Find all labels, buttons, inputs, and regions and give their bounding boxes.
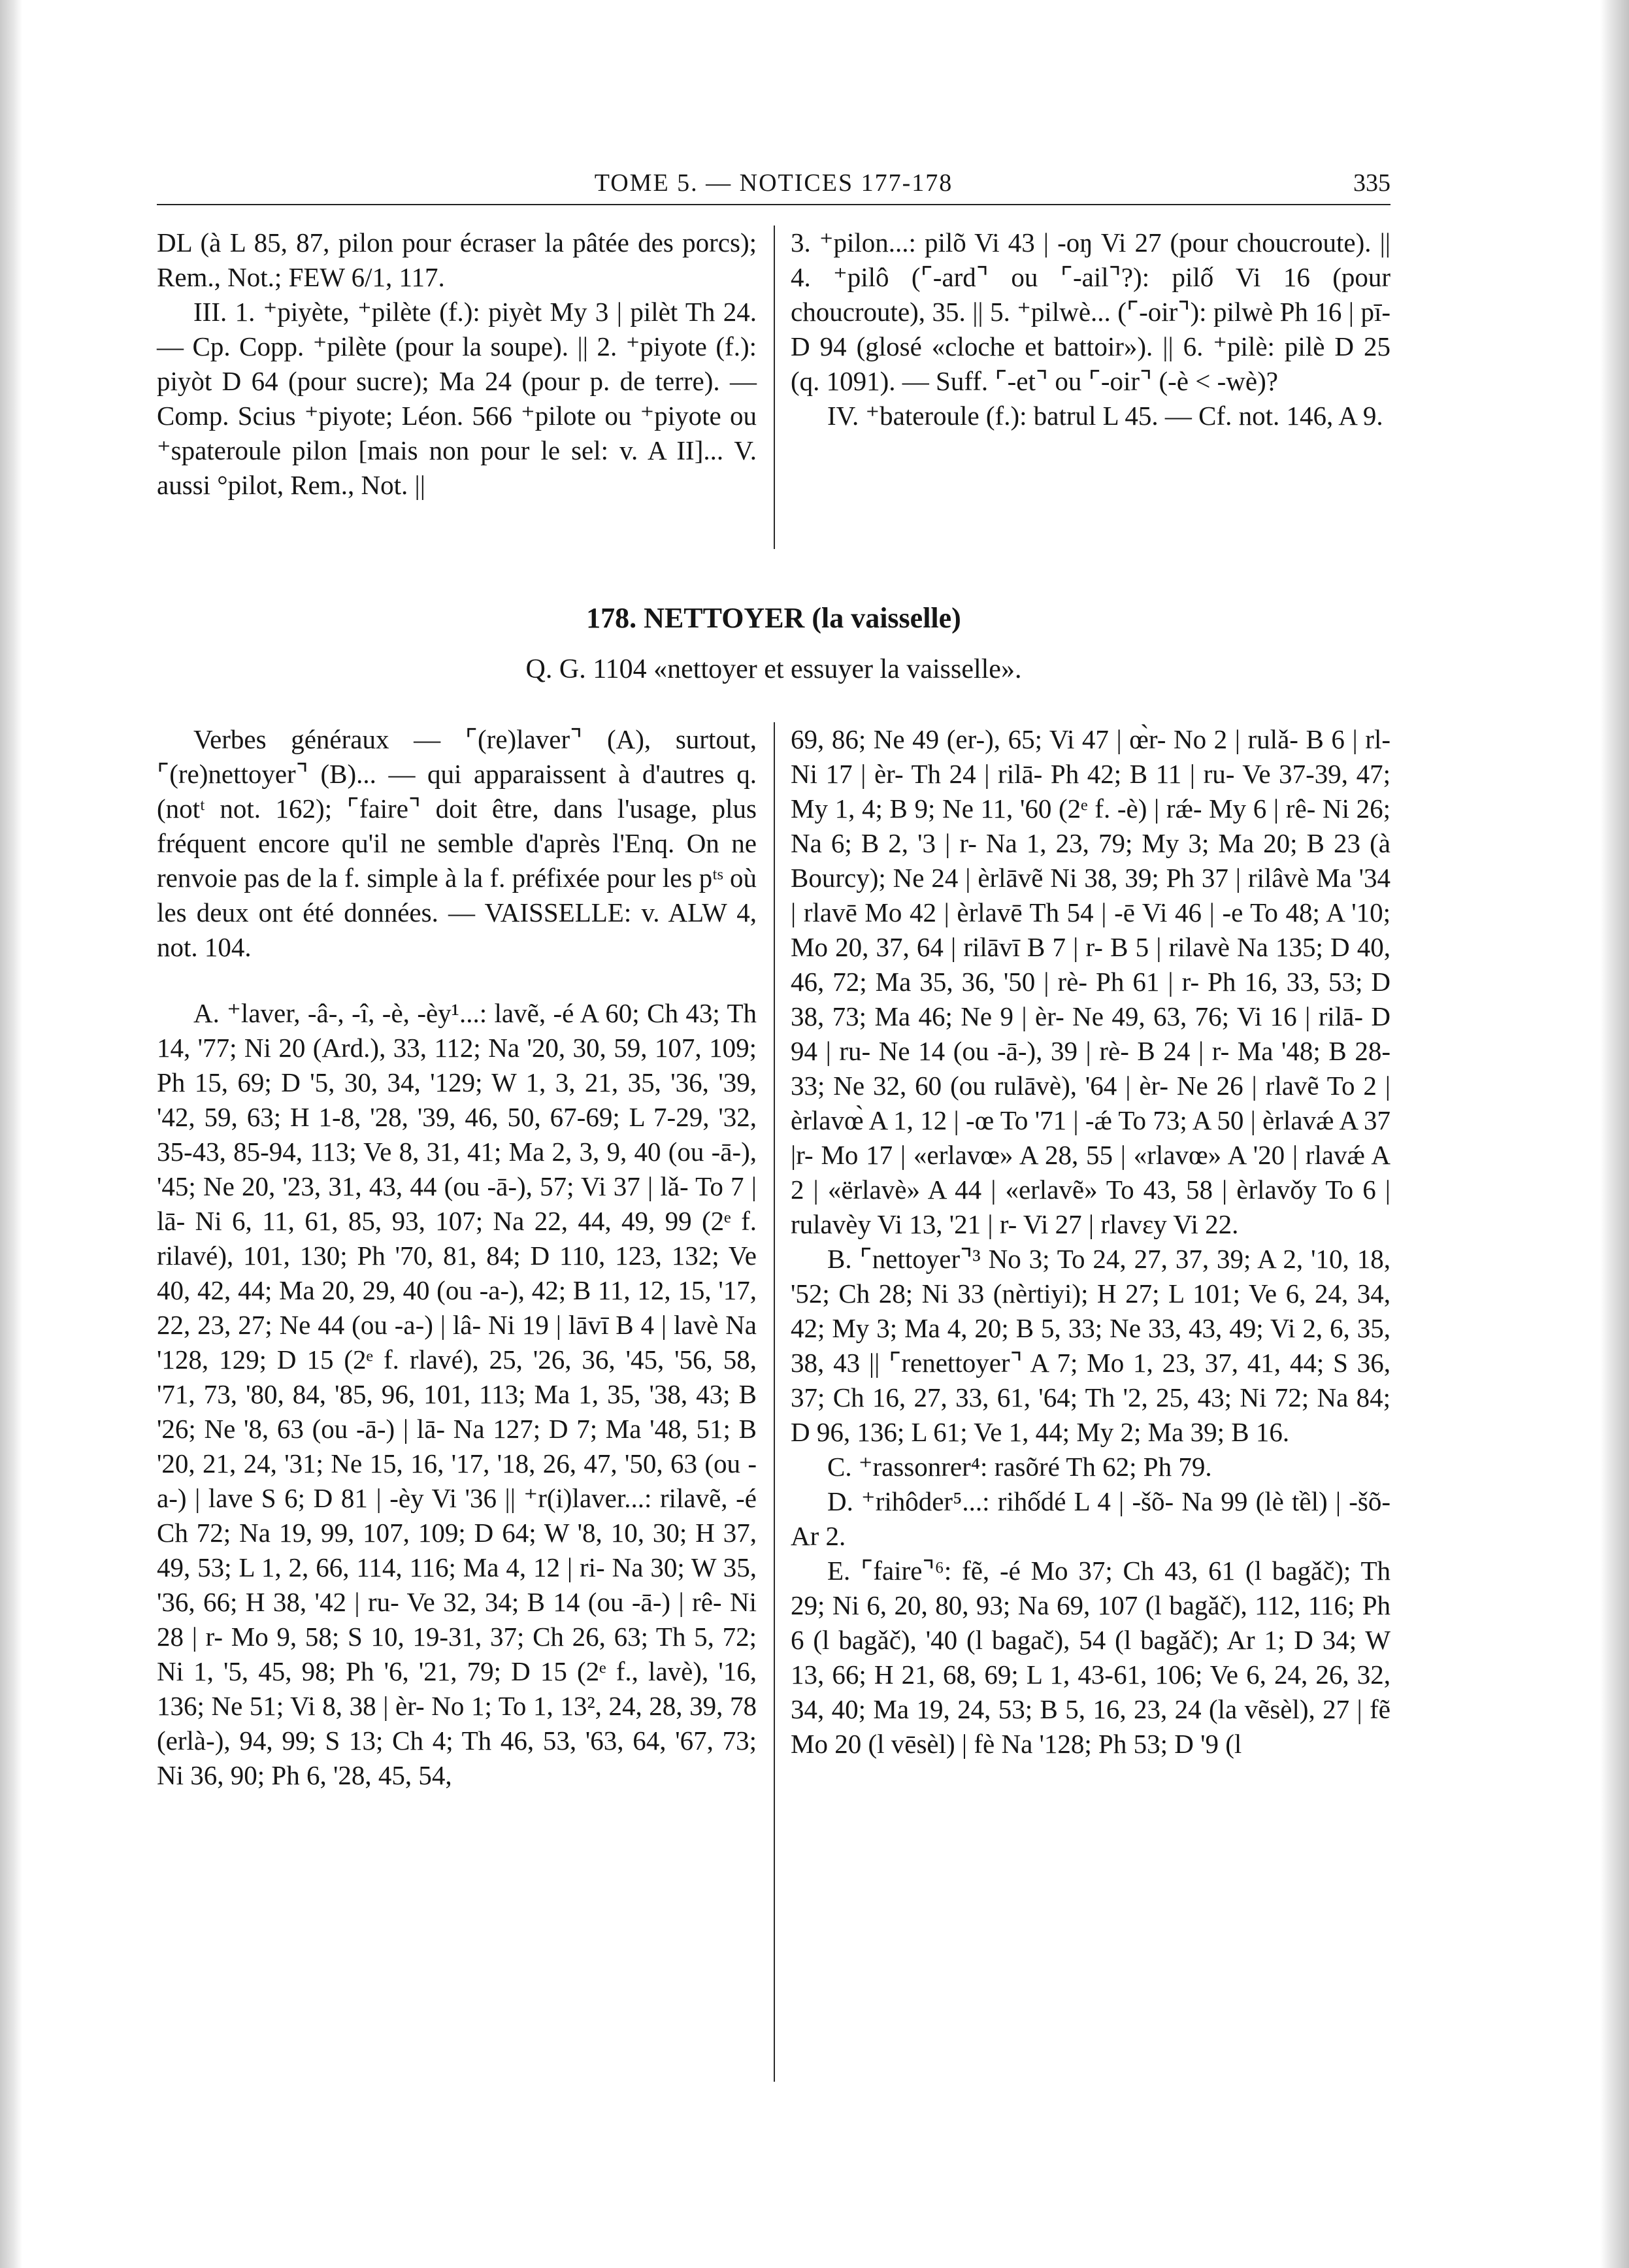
paragraph: DL (à L 85, 87, pilon pour écraser la pâtée des porcs); Rem., Not.; FEW 6/1, 117. bbox=[157, 227, 757, 292]
paragraph: III. 1. ⁺piyète, ⁺pilète (f.): piyèt My 3 | pilèt Th 24. — Cp. Copp. ⁺pilète (pour la soupe). || 2. ⁺piyote (f.): piyòt D 64 (pour sucre); Ma 24 (pour p. de terre). — Comp. Scius ⁺piyote; Léon. 566 ⁺pilote ou ⁺piyote ou ⁺spateroule pilon [mais non pour le sel: v. A II]... V. aussi °pilot, Rem., Not. || bbox=[157, 297, 757, 500]
paragraph: C. ⁺rassonrer⁴: rasõré Th 62; Ph 79. bbox=[827, 1452, 1212, 1482]
scan-edge-right bbox=[1600, 0, 1629, 2268]
page-number: 335 bbox=[1353, 169, 1390, 197]
column-bottom-right bbox=[791, 722, 1390, 1761]
paragraph: IV. ⁺bateroule (f.): batrul L 45. — Cf. not. 146, A 9. bbox=[827, 401, 1383, 431]
column-divider-bottom bbox=[774, 722, 775, 2082]
column-divider-top bbox=[774, 225, 775, 549]
paragraph: B. ⌜nettoyer⌝³ No 3; To 24, 27, 37, 39; A 2, '10, 18, '52; Ch 28; Ni 33 (nèrtiyi); H 27; L 101; Ve 6, 24, 34, 42; My 3; Ma 4, 20; B 5, 33; Ne 33, 43, 49; Vi 2, 6, 35, 38, 43 || ⌜renettoyer⌝ A 7; Mo 1, 23, 37, 41, 44; S 36, 37; Ch 16, 27, 33, 61, '64; Th '2, 25, 43; Ni 72; Na 84; D 96, 136; L 61; Ve 1, 44; My 2; Ma 39; B 16. bbox=[791, 1244, 1390, 1447]
page-header bbox=[157, 169, 1390, 203]
column-bottom-left bbox=[157, 722, 757, 1793]
paragraph: E. ⌜faire⌝⁶: fẽ, -é Mo 37; Ch 43, 61 (l bagǎč); Th 29; Ni 6, 20, 80, 93; Na 69, 107 (l bagǎč), 112, 116; Ph 6 (l bagǎč), '40 (l bagač), 54 (l bagǎč); Ar 1; D 34; W 13, 66; H 21, 68, 69; L 1, 43-61, 106; Ve 6, 24, 26, 32, 34, 40; Ma 19, 24, 53; B 5, 16, 23, 24 (la vẽsèl), 27 | fẽ Mo 20 (l vēsèl) | fè Na '128; Ph 53; D '9 (l bbox=[791, 1556, 1390, 1759]
column-top-right bbox=[791, 225, 1390, 433]
paragraph: 69, 86; Ne 49 (er-), 65; Vi 47 | œ̀r- No 2 | rulǎ- B 6 | rl- Ni 17 | èr- Th 24 | rilā- Ph 42; B 11 | ru- Ve 37-39, 47; My 1, 4; B 9; Ne 11, '60 (2ᵉ f. -è) | rǽ- My 6 | rê- Ni 26; Na 6; B 2, '3 | r- Na 1, 23, 79; My 3; Ma 20; B 23 (à Bourcy); Ne 24 | èrlāvẽ Ni 38, 39; Ph 37 | rilâvè Ma '34 | rlavē Mo 42 | èrlavē Th 54 | -ē Vi 46 | -e To 48; A '10; Mo 20, 37, 64 | rilāvī B 7 | r- B 5 | rilavè Na 135; D 40, 46, 72; Ma 35, 36, '50 | rè- Ph 61 | r- Ph 16, 33, 53; D 38, 73; Ma 46; Ne 9 | èr- Ne 49, 63, 76; Vi 16 | rilā- D 94 | ru- Ne 14 (ou -ā-), 39 | rè- B 24 | r- Ma '48; B 28-33; Ne 32, 60 (ou rulāvè), '64 | èr- Ne 26 | rlavẽ To 2 | èrlavœ̀ A 1, 12 | -œ To '71 | -ǽ To 73; A 50 | èrlavǽ A 37 |r- Mo 17 | «erlavœ» A 28, 55 | «rlavœ» A '20 | rlavǽ A 2 | «ërlavè» A 44 | «erlavẽ» To 43, 58 | èrlavǒy To 6 | rulavèy Vi 13, '21 | r- Vi 27 | rlavɛy Vi 22. bbox=[791, 724, 1390, 1239]
paragraph: Verbes généraux — ⌜(re)laver⌝ (A), surtout, ⌜(re)nettoyer⌝ (B)... — qui apparaissent à d'autres q. (notᵗ not. 162); ⌜faire⌝ doit être, dans l'usage, plus fréquent encore qu'il ne semble d'après l'Enq. On ne renvoie pas de la f. simple à la f. préfixée pour les pᵗˢ où les deux ont été données. — VAISSELLE: v. ALW 4, not. 104. bbox=[157, 724, 757, 962]
section-title: 178. NETTOYER (la vaisselle) bbox=[586, 602, 961, 634]
paragraph: A. ⁺laver, -â-, -î, -è, -èy¹...: lavẽ, -é A 60; Ch 43; Th 14, '77; Ni 20 (Ard.), 33, 112; Na '20, 30, 59, 107, 109; Ph 15, 69; D '5, 30, 34, '129; W 1, 3, 21, 35, '36, '39, '42, 59, 63; H 1-8, '28, '39, 46, 50, 67-69; L 7-29, '32, 35-43, 85-94, 113; Ve 8, 31, 41; Ma 2, 3, 9, 40 (ou -ā-), '45; Ne 20, '23, 31, 43, 44 (ou -ā-), 57; Vi 37 | lǎ- To 7 | lā- Ni 6, 11, 61, 85, 93, 107; Na 22, 44, 49, 99 (2ᵉ f. rilavé), 101, 130; Ph '70, 81, 84; D 110, 123, 132; Ve 40, 42, 44; Ma 20, 29, 40 (ou -a-), 42; B 11, 12, 15, '17, 22, 23, 27; Ne 44 (ou -a-) | lâ- Ni 19 | lāvī B 4 | lavè Na '128, 129; D 15 (2ᵉ f. rlavé), 25, '26, 36, '45, '56, 58, '71, 73, '80, 84, '85, 96, 101, 113; Ma 1, 35, '38, 43; B '26; Ne '8, 63 (ou -ā-) | lā- Na 127; D 7; Ma '48, 51; B '20, 21, 24, '31; Ne 15, 16, '17, '18, 26, 47, '50, 63 (ou -a-) | lave S 6; D 81 | -èy Vi '36 || ⁺r(i)laver...: rilavẽ, -é Ch 72; Na 19, 99, 107, 109; D 64; W '8, 10, 30; H 37, 49, 53; L 1, 2, 66, 114, 116; Ma 4, 12 | ri- Na 30; W 35, '36, 66; H 38, '42 | ru- Ve 32, 34; B 14 (ou -ā-) | rê- Ni 28 | r- Mo 9, 58; S 10, 19-31, 37; Ch 26, 63; Th 5, 72; Ni 1, '5, 45, 98; Ph '6, '21, 79; D 15 (2ᵉ f., lavè), '16, 136; Ne 51; Vi 8, 38 | èr- No 1; To 1, 13², 24, 28, 39, 78 (erlà-), 94, 99; S 13; Ch 4; Th 46, 53, '63, 64, '67, 73; Ni 36, 90; Ph 6, '28, 45, 54, bbox=[157, 998, 757, 1790]
running-title: TOME 5. — NOTICES 177-178 bbox=[594, 169, 953, 197]
section-subtitle: Q. G. 1104 «nettoyer et essuyer la vaisselle». bbox=[525, 654, 1022, 684]
scan-edge-left bbox=[0, 0, 22, 2268]
header-rule bbox=[157, 204, 1390, 205]
paragraph: D. ⁺rihôder⁵...: rihốdé L 4 | -šõ- Na 99 (lè tềl) | -šõ- Ar 2. bbox=[791, 1486, 1390, 1551]
column-top-left bbox=[157, 225, 757, 503]
paragraph: 3. ⁺pilon...: pilõ Vi 43 | -oŋ Vi 27 (pour choucroute). || 4. ⁺pilô (⌜-ard⌝ ou ⌜-ail⌝?): pilố Vi 16 (pour choucroute), 35. || 5. ⁺pilwè... (⌜-oir⌝): pilwè Ph 16 | pī- D 94 (glosé «cloche et battoir»). || 6. ⁺pilè: pilè D 25 (q. 1091). — Suff. ⌜-et⌝ ou ⌜-oir⌝ (-è < -wè)? bbox=[791, 227, 1390, 396]
